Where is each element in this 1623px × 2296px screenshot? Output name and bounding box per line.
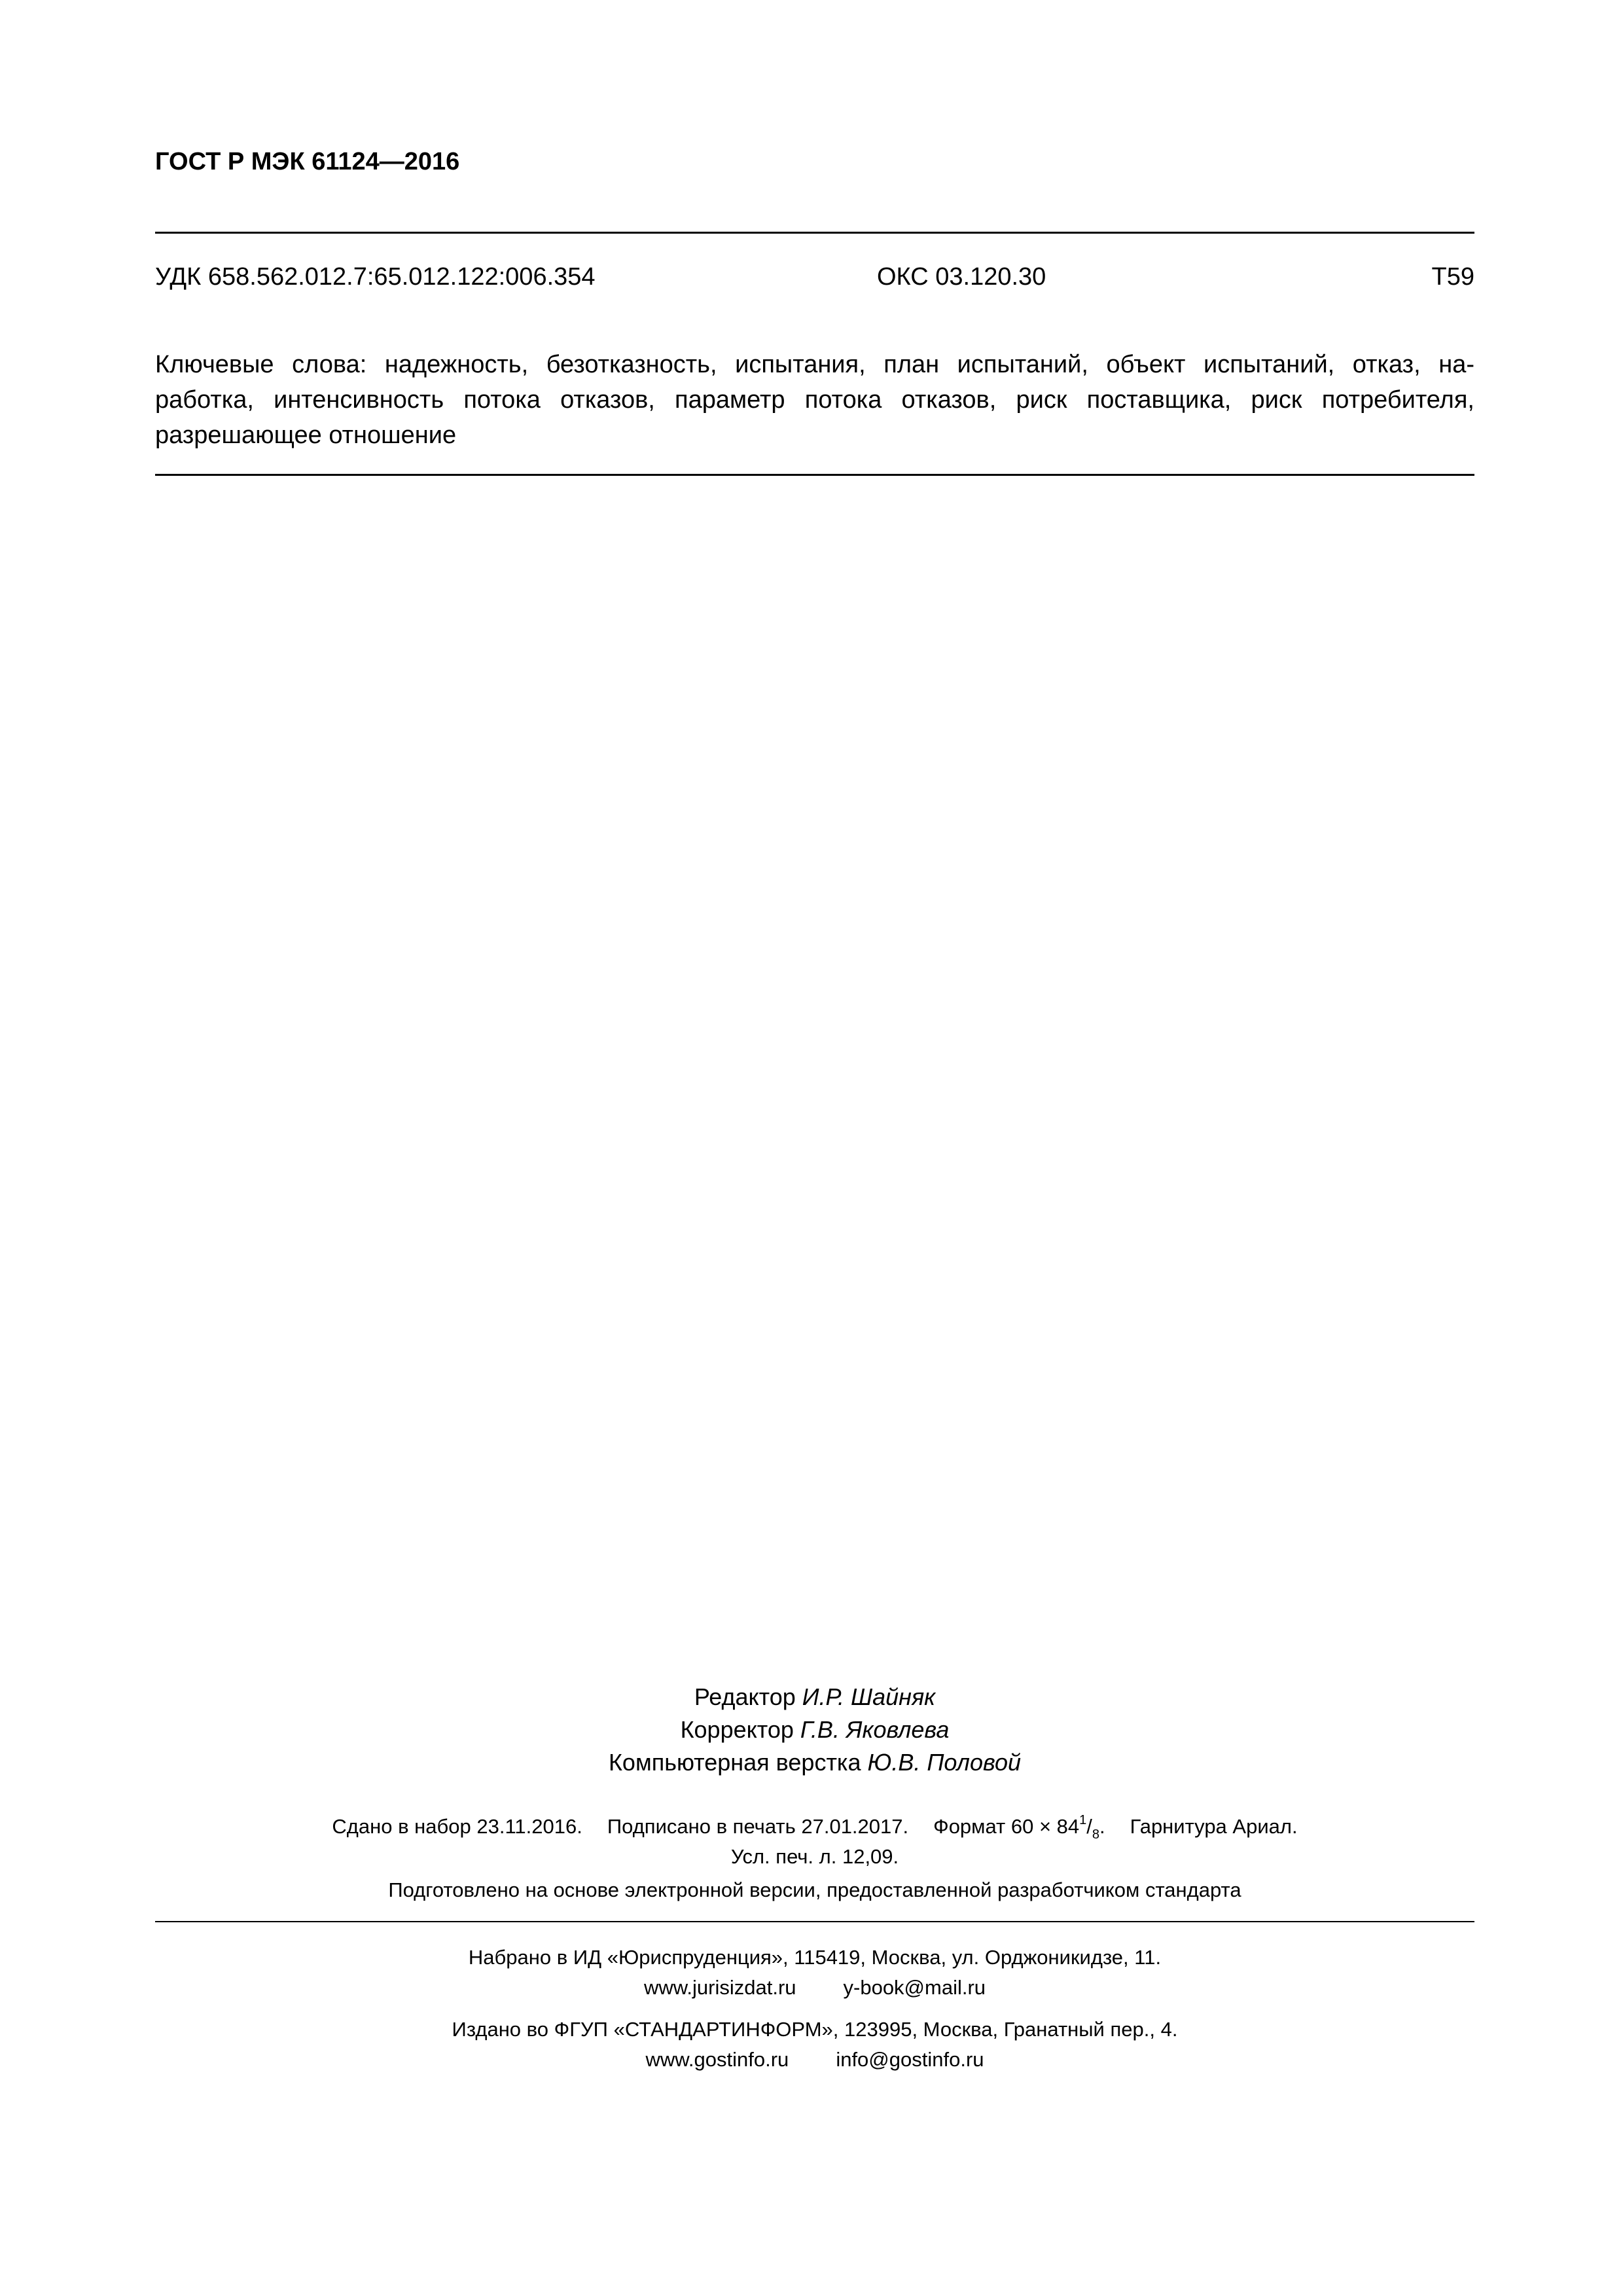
publisher-email: info@gostinfo.ru — [836, 2048, 984, 2071]
keywords-block — [155, 347, 1474, 453]
editor-credit — [155, 1681, 1474, 1713]
print-info-line — [155, 1812, 1474, 1842]
keywords-line: разрешающее отношение — [155, 422, 457, 449]
print-info-block — [155, 1812, 1474, 1872]
format-prefix: Формат 60 × 84 — [933, 1815, 1080, 1838]
okstu-code: Т59 — [1431, 263, 1474, 291]
prepared-note: Подготовлено на основе электронной версии, предоставленной разработчиком стандарта — [388, 1878, 1241, 1901]
corrector-credit — [155, 1713, 1474, 1746]
top-divider — [155, 232, 1474, 234]
publisher-website: www.gostinfo.ru — [645, 2048, 789, 2071]
udc-code: УДК 658.562.012.7:65.012.122:006.354 — [155, 263, 596, 291]
format-slash: / — [1086, 1815, 1092, 1838]
typesetter-contacts — [155, 1973, 1474, 2003]
layout-label: Компьютерная верстка — [608, 1749, 861, 1776]
keywords-line: работка, интенсивность потока отказов, параметр потока отказов, риск поставщика, риск потребителя, — [155, 386, 1474, 414]
format-info — [933, 1813, 1105, 1842]
typesetter-website: www.jurisizdat.ru — [643, 1976, 796, 1999]
corrector-label: Корректор — [680, 1716, 794, 1743]
format-numerator: 1 — [1079, 1813, 1087, 1827]
classification-row — [155, 263, 1474, 296]
typesetter-email: y-book@mail.ru — [843, 1976, 986, 1999]
layout-credit — [155, 1746, 1474, 1779]
corrector-name: Г.В. Яковлева — [800, 1716, 950, 1743]
typeset-date: Сдано в набор 23.11.2016. — [332, 1815, 582, 1838]
typeface-info: Гарнитура Ариал. — [1130, 1815, 1298, 1838]
signed-date: Подписано в печать 27.01.2017. — [607, 1815, 909, 1838]
editor-name: И.Р. Шайняк — [802, 1683, 936, 1710]
oks-code: ОКС 03.120.30 — [877, 263, 1046, 291]
publisher-line: Издано во ФГУП «СТАНДАРТИНФОРМ», 123995, Москва, Гранатный пер., 4. — [452, 2018, 1178, 2041]
typesetter-block — [155, 1943, 1474, 2003]
print-sheets: Усл. печ. л. 12,09. — [730, 1845, 899, 1868]
typesetter-line: Набрано в ИД «Юриспруденция», 115419, Москва, ул. Орджоникидзе, 11. — [468, 1946, 1162, 1969]
layout-name: Ю.В. Половой — [867, 1749, 1022, 1776]
keywords-line: Ключевые слова: надежность, безотказность, испытания, план испытаний, объект испытаний, отказ, на- — [155, 351, 1474, 378]
format-suffix: . — [1099, 1815, 1105, 1838]
editor-label: Редактор — [694, 1683, 796, 1710]
standard-designation: ГОСТ Р МЭК 61124—2016 — [155, 148, 460, 175]
publisher-contacts — [155, 2045, 1474, 2075]
imprint-divider — [155, 1921, 1474, 1922]
publisher-block — [155, 2015, 1474, 2075]
credits-block — [155, 1681, 1474, 1779]
keywords-divider — [155, 474, 1474, 476]
format-denominator: 8 — [1092, 1827, 1100, 1842]
